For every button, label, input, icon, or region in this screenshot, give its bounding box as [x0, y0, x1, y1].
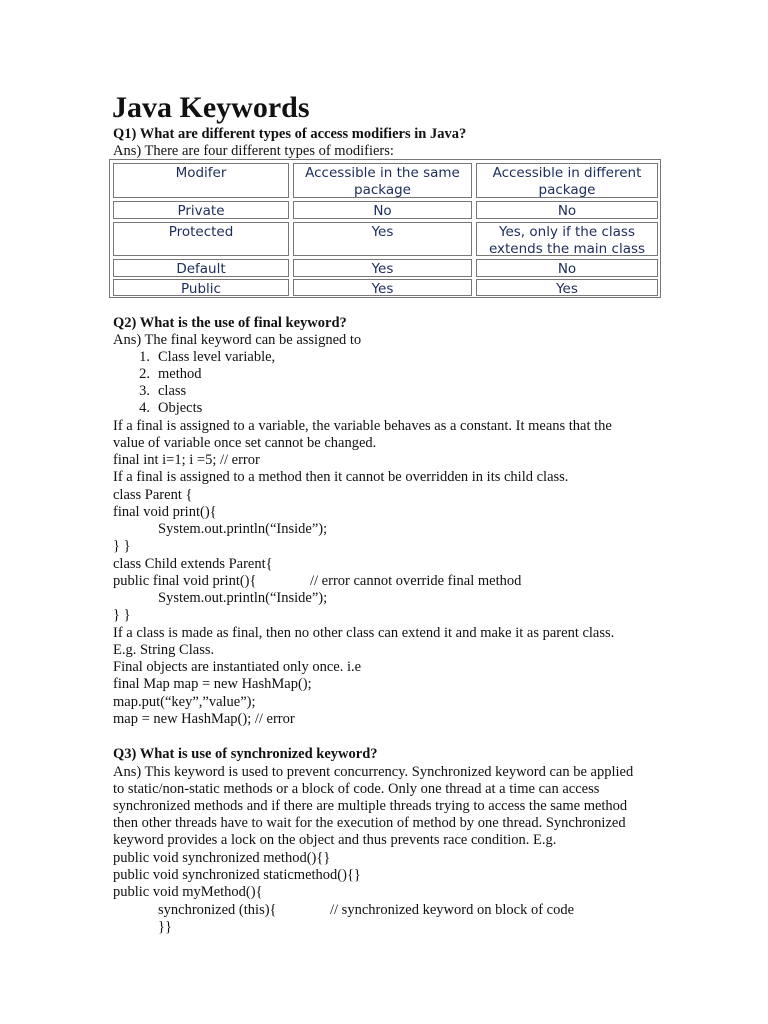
q1-answer: Ans) There are four different types of modifiers: — [113, 143, 394, 159]
code-line: final int i=1; i =5; // error — [113, 452, 260, 468]
list-item: method — [158, 366, 202, 382]
paragraph-line: E.g. String Class. — [113, 642, 215, 658]
q2-answer: Ans) The final keyword can be assigned to — [113, 332, 362, 348]
list-number: 1. — [139, 349, 150, 365]
code-line: System.out.println(“Inside”); — [158, 590, 328, 606]
code-line: }} — [158, 919, 172, 935]
paragraph-line: If a class is made as final, then no other class can extend it and make it as parent class. — [113, 625, 615, 641]
paragraph-line: then other threads have to wait for the execution of method by one thread. Synchronized — [113, 815, 626, 831]
table-cell: Default — [113, 259, 289, 277]
code-line: final Map map = new HashMap(); — [113, 676, 312, 692]
q1-question: Q1) What are different types of access modifiers in Java? — [113, 126, 467, 142]
paragraph-line: value of variable once set cannot be changed. — [113, 435, 377, 451]
code-comment: // synchronized keyword on block of code — [330, 902, 575, 918]
code-line: map = new HashMap(); // error — [113, 711, 295, 727]
code-line: } } — [113, 607, 131, 623]
table-cell: Public — [113, 279, 289, 296]
q2-question: Q2) What is the use of final keyword? — [113, 315, 347, 331]
table-cell: Yes, only if the class extends the main class — [476, 222, 658, 256]
table-cell: Yes — [476, 279, 658, 296]
code-line: synchronized (this){ — [158, 902, 277, 918]
table-header-cell: Accessible in the same package — [293, 163, 472, 198]
code-line: final void print(){ — [113, 504, 217, 520]
table-cell: Protected — [113, 222, 289, 256]
paragraph-line: keyword provides a lock on the object and thus prevents race condition. E.g. — [113, 832, 557, 848]
list-number: 3. — [139, 383, 150, 399]
code-line: map.put(“key”,”value”); — [113, 694, 256, 710]
table-cell: No — [476, 259, 658, 277]
table-cell: Yes — [293, 222, 472, 256]
list-item: Objects — [158, 400, 203, 416]
page-title: Java Keywords — [112, 91, 310, 124]
table-header-cell: Modifer — [113, 163, 289, 198]
code-line: public void synchronized method(){} — [113, 850, 331, 866]
paragraph-line: If a final is assigned to a variable, the variable behaves as a constant. It means that the — [113, 418, 612, 434]
code-line: } } — [113, 538, 131, 554]
paragraph-line: Final objects are instantiated only once. i.e — [113, 659, 362, 675]
code-line: public void synchronized staticmethod(){} — [113, 867, 361, 883]
list-number: 2. — [139, 366, 150, 382]
table-cell: Yes — [293, 279, 472, 296]
paragraph-line: If a final is assigned to a method then it cannot be overridden in its child class. — [113, 469, 569, 485]
modifiers-table — [109, 159, 661, 298]
q3-question: Q3) What is use of synchronized keyword? — [113, 746, 378, 762]
code-comment: // error cannot override final method — [310, 573, 522, 589]
table-cell: Private — [113, 201, 289, 219]
code-line: System.out.println(“Inside”); — [158, 521, 328, 537]
table-header-cell: Accessible in different package — [476, 163, 658, 198]
code-line: class Parent { — [113, 487, 193, 503]
code-line: public void myMethod(){ — [113, 884, 263, 900]
paragraph-line: Ans) This keyword is used to prevent concurrency. Synchronized keyword can be applied — [113, 764, 634, 780]
list-number: 4. — [139, 400, 150, 416]
table-cell: No — [293, 201, 472, 219]
table-cell: Yes — [293, 259, 472, 277]
list-item: Class level variable, — [158, 349, 276, 365]
code-line: public final void print(){ — [113, 573, 257, 589]
table-cell: No — [476, 201, 658, 219]
paragraph-line: to static/non-static methods or a block of code. Only one thread at a time can access — [113, 781, 600, 797]
code-line: class Child extends Parent{ — [113, 556, 273, 572]
list-item: class — [158, 383, 187, 399]
paragraph-line: synchronized methods and if there are multiple threads trying to access the same method — [113, 798, 628, 814]
